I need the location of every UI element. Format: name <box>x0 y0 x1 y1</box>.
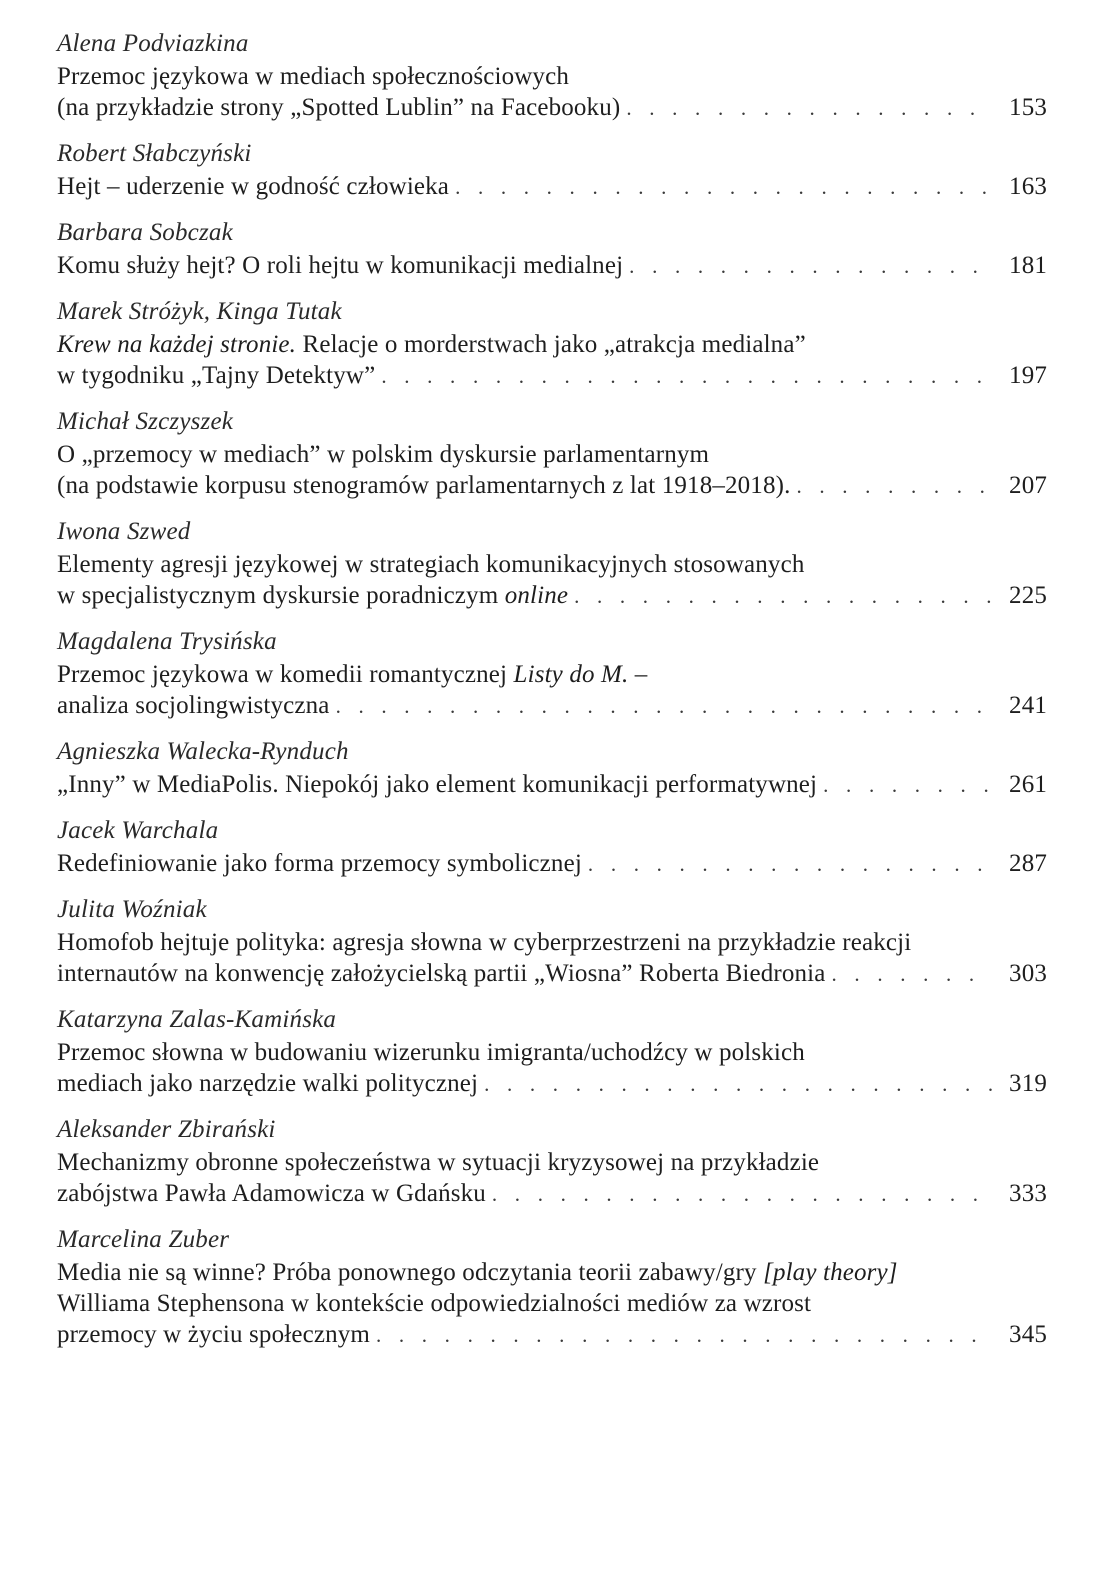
entry-page-number: 207 <box>1009 472 1047 499</box>
dot-leader <box>629 251 993 282</box>
entry-title-last-line <box>57 848 1047 879</box>
entry-title-line: O „przemocy w mediach” w polskim dyskursie parlamentarnym <box>57 441 710 468</box>
toc-entry <box>57 26 1047 123</box>
entry-title-last-line <box>57 1068 1047 1099</box>
entry-page-number: 197 <box>1009 362 1047 389</box>
toc-entry <box>57 514 1047 611</box>
dot-leader <box>832 959 993 990</box>
dot-leader <box>484 1069 993 1100</box>
entry-page-number: 225 <box>1009 582 1047 609</box>
entry-title-last-line <box>57 171 1047 202</box>
dot-leader <box>574 581 993 612</box>
entry-title-text <box>57 580 568 611</box>
entry-author: Iwona Szwed <box>57 518 191 545</box>
entry-title-text: (na podstawie korpusu stenogramów parlamentarnych z lat 1918–2018). <box>57 472 791 499</box>
entry-title-italic: [play theory] <box>763 1259 898 1286</box>
dot-leader <box>626 93 993 124</box>
entry-title-line: Elementy agresji językowej w strategiach komunikacyjnych stosowanych <box>57 551 805 578</box>
entry-title-text: analiza socjolingwistyczna <box>57 692 330 719</box>
entry-title-text: „Inny” w MediaPolis. Niepokój jako element komunikacji performatywnej <box>57 771 818 798</box>
toc-entry <box>57 294 1047 391</box>
entry-author: Aleksander Zbirański <box>57 1116 276 1143</box>
entry-title-text: Relacje o morderstwach jako „atrakcja medialna” <box>296 331 806 358</box>
entry-title-last-line <box>57 690 1047 721</box>
entry-title-text: zabójstwa Pawła Adamowicza w Gdańsku <box>57 1180 486 1207</box>
entry-title-text: Przemoc językowa w komedii romantycznej <box>57 661 514 688</box>
entry-title-last-line <box>57 958 1047 989</box>
entry-title-text: Hejt – uderzenie w godność człowieka <box>57 173 450 200</box>
entry-title-text: przemocy w życiu społecznym <box>57 1321 370 1348</box>
entry-author: Magdalena Trysińska <box>57 628 277 655</box>
entry-title-last-line <box>57 580 1047 611</box>
dot-leader <box>376 1320 993 1351</box>
entry-title-italic: Listy do M. <box>513 661 629 688</box>
entry-page-number: 153 <box>1009 94 1047 121</box>
toc-entry <box>57 892 1047 989</box>
entry-author: Jacek Warchala <box>57 817 219 844</box>
entry-page-number: 287 <box>1009 850 1047 877</box>
entry-author: Katarzyna Zalas-Kamińska <box>57 1006 337 1033</box>
entry-title-last-line <box>57 470 1047 501</box>
dot-leader <box>588 849 993 880</box>
entry-title-last-line <box>57 360 1047 391</box>
dot-leader <box>455 172 993 203</box>
entry-title-last-line <box>57 1178 1047 1209</box>
entry-title-text: w tygodniku „Tajny Detektyw” <box>57 362 376 389</box>
entry-title-text: mediach jako narzędzie walki politycznej <box>57 1070 479 1097</box>
dot-leader <box>492 1179 993 1210</box>
toc-entry <box>57 734 1047 800</box>
entry-title-text-plain: w specjalistycznym dyskursie poradniczym <box>57 582 505 609</box>
dot-leader <box>823 770 993 801</box>
entry-page-number: 241 <box>1009 692 1047 719</box>
entry-title-italic: Krew na każdej stronie. <box>57 331 297 358</box>
entry-title-text: internautów na konwencję założycielską partii „Wiosna” Roberta Biedronia <box>57 960 826 987</box>
entry-page-number: 303 <box>1009 960 1047 987</box>
entry-author: Julita Woźniak <box>57 896 207 923</box>
entry-title-text: (na przykładzie strony „Spotted Lublin” na Facebooku) <box>57 94 621 121</box>
toc-entry <box>57 1222 1047 1350</box>
dot-leader <box>796 471 993 502</box>
entry-author: Michał Szczyszek <box>57 408 234 435</box>
entry-title-line: Mechanizmy obronne społeczeństwa w sytuacji kryzysowej na przykładzie <box>57 1149 820 1176</box>
dot-leader <box>336 691 993 722</box>
entry-title-line <box>57 1257 1047 1288</box>
entry-author: Marek Stróżyk, Kinga Tutak <box>57 298 342 325</box>
toc-entry <box>57 624 1047 721</box>
entry-title-text: Media nie są winne? Próba ponownego odczytania teorii zabawy/gry <box>57 1259 764 1286</box>
toc-entry <box>57 813 1047 879</box>
entry-author: Robert Słabczyński <box>57 140 252 167</box>
entry-page-number: 163 <box>1009 173 1047 200</box>
entry-title-line: Homofob hejtuje polityka: agresja słowna w cyberprzestrzeni na przykładzie reakcji <box>57 929 912 956</box>
table-of-contents <box>57 26 1047 1350</box>
entry-title-text: Komu służy hejt? O roli hejtu w komunikacji medialnej <box>57 252 624 279</box>
entry-title-line: Williama Stephensona w kontekście odpowiedzialności mediów za wzrost <box>57 1290 812 1317</box>
toc-entry <box>57 215 1047 281</box>
toc-entry <box>57 1112 1047 1209</box>
toc-entry <box>57 1002 1047 1099</box>
entry-author: Barbara Sobczak <box>57 219 233 246</box>
toc-entry <box>57 136 1047 202</box>
entry-title-line <box>57 329 1047 360</box>
entry-page-number: 345 <box>1009 1321 1047 1348</box>
entry-title-last-line <box>57 92 1047 123</box>
entry-title-last-line <box>57 250 1047 281</box>
entry-author: Marcelina Zuber <box>57 1226 230 1253</box>
entry-title-line: Przemoc językowa w mediach społecznościowych <box>57 63 569 90</box>
entry-page-number: 261 <box>1009 771 1047 798</box>
entry-title-text: Redefiniowanie jako forma przemocy symbolicznej <box>57 850 582 877</box>
entry-page-number: 181 <box>1009 252 1047 279</box>
entry-title-text: – <box>628 661 648 688</box>
toc-entry <box>57 404 1047 501</box>
entry-author: Alena Podviazkina <box>57 30 249 57</box>
entry-title-line <box>57 659 1047 690</box>
entry-author: Agnieszka Walecka-Rynduch <box>57 738 349 765</box>
entry-title-line: Przemoc słowna w budowaniu wizerunku imigranta/uchodźcy w polskich <box>57 1039 805 1066</box>
entry-title-last-line <box>57 1319 1047 1350</box>
dot-leader <box>381 361 993 392</box>
entry-title-italic: online <box>504 582 569 609</box>
entry-title-last-line <box>57 769 1047 800</box>
entry-page-number: 333 <box>1009 1180 1047 1207</box>
entry-page-number: 319 <box>1009 1070 1047 1097</box>
